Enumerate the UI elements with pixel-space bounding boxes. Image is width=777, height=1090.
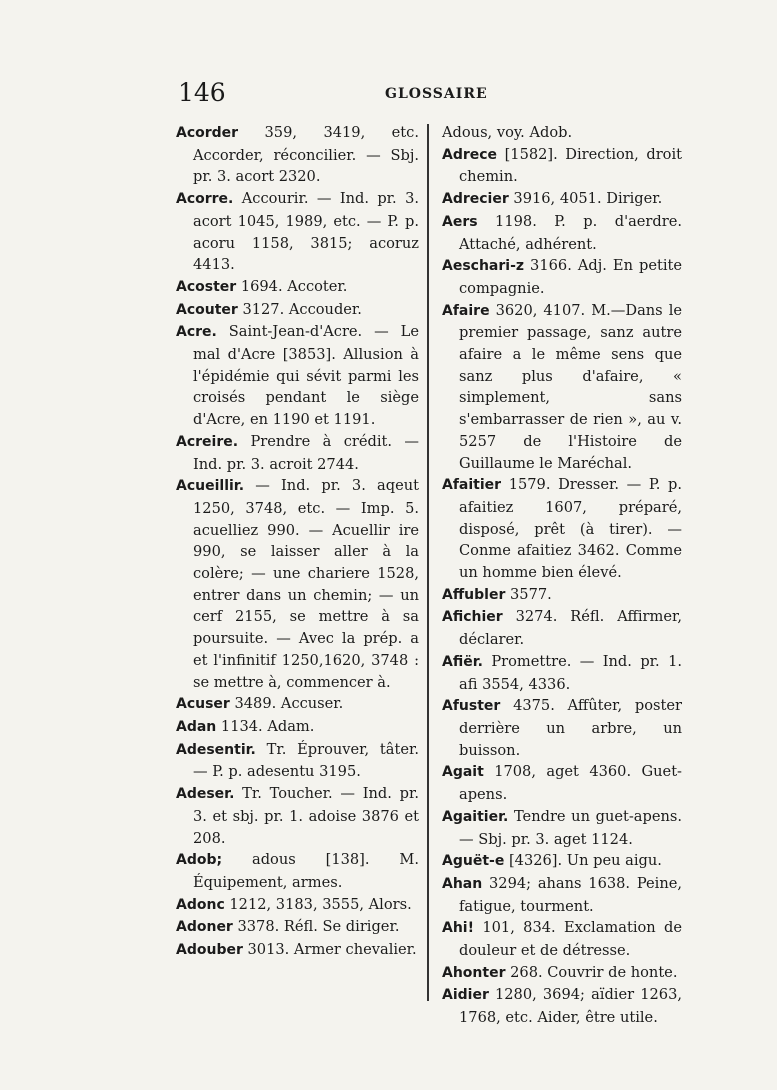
- glossary-headword: Agait: [442, 764, 484, 781]
- glossary-definition: Promettre. — Ind. pr. 1. afi 3554, 4336.: [459, 652, 682, 693]
- glossary-headword: Adrece: [442, 146, 498, 163]
- glossary-headword: Adeser.: [176, 786, 235, 803]
- glossary-definition: 1212, 3183, 3555, Alors.: [224, 895, 412, 913]
- glossary-definition: Tr. Toucher. — Ind. pr. 3. et sbj. pr. 1. adoise 3876 et 208.: [193, 785, 419, 847]
- glossary-entry: [176, 276, 419, 299]
- glossary-definition: 1198. P. p. d'aerdre. Attaché, adhérent.: [459, 212, 682, 253]
- page-header: [0, 78, 777, 108]
- glossary-definition: Saint-Jean-d'Acre. — Le mal d'Acre [3853]. Allusion à l'épidémie qui sévit parmi les croisés pendant le siège d'Acre, en 1190 et 1191.: [193, 323, 419, 429]
- glossary-headword: Adoner: [176, 919, 233, 936]
- glossary-entry: [442, 474, 682, 584]
- glossary-entry: [176, 475, 419, 693]
- glossary-headword: Ahi!: [442, 920, 474, 937]
- glossary-definition: 4375. Affûter, poster derrière un arbre, un buisson.: [459, 697, 682, 759]
- glossary-entry: [176, 894, 419, 917]
- glossary-entry: [442, 695, 682, 761]
- glossary-entry: [176, 739, 419, 783]
- glossary-entry: [176, 321, 419, 431]
- left-column: [176, 122, 419, 962]
- glossary-definition: [4326]. Un peu aigu.: [504, 852, 662, 870]
- glossary-entry: [176, 849, 419, 893]
- glossary-headword: Agaitier.: [442, 808, 509, 825]
- glossary-headword: Adrecier: [442, 191, 509, 208]
- glossary-entry: [176, 188, 419, 276]
- glossary-headword: Adouber: [176, 942, 243, 959]
- glossary-definition: 3620, 4107. M.—Dans le premier passage, sanz autre afaire a le même sens que sanz plus d'afaire, « simplement, sans s'embarrasser de rien », au v. 5257 de l'Histoire de Guillaume le Maréchal.: [459, 301, 682, 472]
- glossary-headword: Acorder: [176, 125, 239, 141]
- column-divider: [427, 124, 429, 1001]
- glossary-headword: Acreire.: [176, 433, 239, 450]
- glossary-definition: 3013. Armer chevalier.: [242, 941, 417, 959]
- glossary-headword: Adob;: [176, 852, 223, 869]
- glossary-entry: [176, 431, 419, 475]
- glossary-headword: Aeschari-z: [442, 258, 525, 275]
- glossary-headword: Aguët-e: [442, 853, 505, 870]
- page-number: 146: [178, 78, 226, 107]
- glossary-entry: [442, 300, 682, 475]
- glossary-headword: Affubler: [442, 586, 506, 603]
- glossary-definition: Tr. Éprouver, tâter. — P. p. adesentu 3195.: [193, 740, 419, 781]
- glossary-definition: 3274. Réfl. Affirmer, déclarer.: [459, 608, 682, 649]
- glossary-entry: [442, 188, 682, 211]
- glossary-headword: Adesentir.: [176, 741, 256, 758]
- glossary-entry: [442, 984, 682, 1028]
- glossary-headword: Afaitier: [442, 477, 502, 494]
- glossary-entry: [442, 962, 682, 985]
- running-title: GLOSSAIRE: [385, 86, 488, 102]
- glossary-definition: 101, 834. Exclamation de douleur et de détresse.: [459, 919, 682, 960]
- glossary-definition: — Ind. pr. 3. aqeut 1250, 3748, etc. — Imp. 5. acuelliez 990. — Acuellir ire 990, se laisser aller à la colère; — une chariere 1528, entrer dans un chemin; — un cerf 2155, se mettre à sa poursuite. — Avec la prép. a et l'infinitif 1250,1620, 3748 : se mettre à, commencer à.: [193, 477, 419, 691]
- glossary-headword: Acre.: [176, 324, 217, 341]
- glossary-headword: Adonc: [176, 896, 225, 913]
- glossary-definition: adous [138]. M. Équipement, armes.: [193, 851, 419, 891]
- glossary-entry: [442, 850, 682, 873]
- glossary-entry: [176, 916, 419, 939]
- glossary-definition: 268. Couvrir de honte.: [505, 963, 678, 981]
- glossary-definition: 3378. Réfl. Se diriger.: [232, 918, 400, 936]
- glossary-definition: 3166. Adj. En petite compagnie.: [459, 257, 682, 297]
- glossary-entry: [442, 211, 682, 255]
- glossary-definition: 3489. Accuser.: [229, 695, 344, 713]
- glossary-entry: [442, 144, 682, 188]
- glossary-headword: Afiër.: [442, 653, 483, 670]
- glossary-definition: 1694. Accoter.: [236, 277, 348, 295]
- glossary-definition: [1582]. Direction, droit chemin.: [459, 145, 682, 186]
- glossary-headword: Afichier: [442, 609, 503, 626]
- glossary-entry: [442, 122, 682, 144]
- glossary-headword: Acouter: [176, 301, 238, 318]
- glossary-headword: Ahan: [442, 875, 483, 892]
- glossary-definition: 1280, 3694; aïdier 1263, 1768, etc. Aider, être utile.: [459, 986, 682, 1027]
- glossary-entry: [442, 606, 682, 650]
- glossary-definition: Accourir. — Ind. pr. 3. acort 1045, 1989, etc. — P. p. acoru 1158, 3815; acoruz 4413.: [193, 190, 419, 274]
- glossary-headword: Acueillir.: [176, 478, 245, 495]
- glossary-entry: [442, 255, 682, 299]
- glossary-headword: Adan: [176, 718, 217, 735]
- glossary-entry: [176, 693, 419, 716]
- glossary-headword: Acoster: [176, 278, 237, 295]
- glossary-definition: 3916, 4051. Diriger.: [508, 190, 663, 208]
- glossary-headword: Acuser: [176, 696, 230, 713]
- glossary-headword: Afaire: [442, 302, 490, 319]
- glossary-definition: Tendre un guet-apens. — Sbj. pr. 3. aget 1124.: [459, 807, 682, 848]
- glossary-definition: 1134. Adam.: [216, 717, 315, 735]
- glossary-definition: 3577.: [505, 585, 552, 603]
- glossary-definition: 1708, aget 4360. Guet-apens.: [459, 763, 682, 804]
- glossary-entry: [176, 716, 419, 739]
- glossary-definition: 1579. Dresser. — P. p. afaitiez 1607, préparé, disposé, prêt (à tirer). — Conme afaitiez 3462. Comme un homme bien élevé.: [459, 476, 682, 582]
- glossary-entry: [176, 939, 419, 962]
- glossary-entry: [442, 873, 682, 917]
- glossary-definition: 3294; ahans 1638. Peine, fatigue, tourment.: [459, 874, 682, 915]
- glossary-headword: Ahonter: [442, 964, 506, 981]
- glossary-entry: [442, 584, 682, 607]
- glossary-definition: Prendre à crédit. — Ind. pr. 3. acroit 2744.: [193, 432, 419, 473]
- glossary-entry: [176, 122, 419, 188]
- glossary-headword: Aers: [442, 213, 478, 230]
- glossary-entry: [442, 761, 682, 805]
- glossary-headword: Acorre.: [176, 191, 234, 208]
- glossary-definition: 3127. Accouder.: [237, 300, 362, 318]
- glossary-entry: [176, 783, 419, 849]
- glossary-entry: [176, 299, 419, 322]
- glossary-definition: Adous, voy. Adob.: [442, 124, 573, 141]
- glossary-entry: [442, 917, 682, 961]
- glossary-entry: [442, 651, 682, 695]
- glossary-definition: 359, 3419, etc. Accorder, réconcilier. — Sbj. pr. 3. acort 2320.: [193, 124, 419, 186]
- glossary-entry: [442, 806, 682, 850]
- glossary-headword: Aidier: [442, 987, 489, 1004]
- glossary-headword: Afuster: [442, 698, 501, 715]
- right-column: [442, 122, 682, 1029]
